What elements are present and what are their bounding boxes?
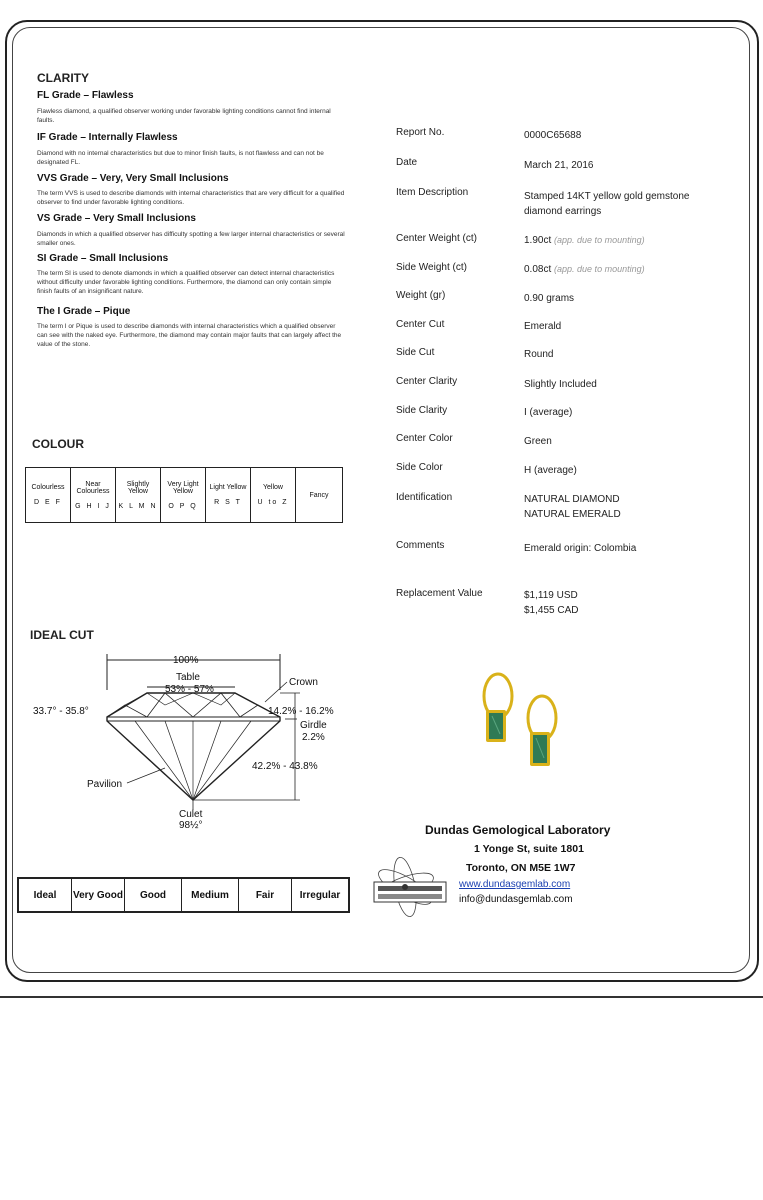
girdle-value-label: 2.2% [302, 732, 325, 743]
colour-cell [206, 468, 251, 523]
width-label: 100% [173, 655, 199, 666]
grade-i-heading: The I Grade – Pique [37, 306, 131, 317]
report-value: $1,119 USD $1,455 CAD [524, 590, 579, 616]
earrings-photo [470, 668, 580, 783]
crown-label: Crown [289, 677, 318, 688]
culet-value-label: 98½° [179, 820, 203, 831]
report-label: Comments [396, 540, 445, 551]
colour-cell [161, 468, 206, 523]
colour-cell-codes: G H I J [75, 502, 111, 510]
report-label: Identification [396, 492, 453, 503]
colour-cell-codes: D E F [34, 499, 62, 506]
report-label: Side Color [396, 462, 443, 473]
colour-cell-codes: K L M N [118, 502, 158, 510]
report-label: Side Clarity [396, 405, 448, 416]
colour-cell-codes: U to Z [257, 499, 289, 506]
grade-fl-heading: FL Grade – Flawless [37, 90, 134, 101]
report-label: Side Cut [396, 347, 435, 358]
cut-grade-cell: Ideal [18, 878, 72, 912]
report-label: Weight (gr) [396, 290, 446, 301]
colour-title: COLOUR [32, 437, 84, 451]
report-value: Emerald origin: Colombia [524, 543, 637, 554]
cut-grade-cell: Very Good [72, 878, 125, 912]
colour-cell [116, 468, 161, 523]
report-value-row [524, 262, 724, 277]
grade-if-text: Diamond with no internal characteristics but due to minor finish faults, is not flawless and can not be designated FL. [37, 150, 324, 166]
ideal-cut-title: IDEAL CUT [30, 628, 94, 642]
report-value: Green [524, 436, 552, 447]
grade-vvs-text: The term VVS is used to describe diamonds with internal characteristics that are very difficult for a qualified observer to find under favorable lighting conditions. [37, 190, 345, 206]
colour-cell-codes: O P Q [168, 502, 198, 510]
lab-email: info@dundasgemlab.com [459, 894, 573, 905]
grade-si-heading: SI Grade – Small Inclusions [37, 253, 169, 264]
grade-si-text: The term SI is used to denote diamonds in which a qualified observer can detect internal characteristics without difficulty under favorable lighting conditions. Furthermore, the diamond can only contain simple finish faults of an insignificant nature. [37, 270, 335, 295]
colour-cell-name: Colourless [31, 484, 65, 491]
cut-grade-cell: Fair [239, 878, 292, 912]
report-value: NATURAL DIAMOND NATURAL EMERALD [524, 494, 621, 520]
lab-name: Dundas Gemological Laboratory [425, 823, 611, 837]
report-value-row [524, 233, 724, 248]
colour-cell-name: Very Light Yellow [167, 480, 199, 495]
report-value: Round [524, 349, 554, 360]
report-value: 0.90 grams [524, 293, 575, 304]
report-value: Emerald [524, 321, 562, 332]
girdle-label: Girdle [300, 720, 327, 731]
colour-cell [251, 468, 296, 523]
report-value: H (average) [524, 465, 577, 476]
lab-logo-seal [370, 852, 450, 922]
cut-grade-table [17, 877, 350, 913]
cut-grade-cell: Irregular [292, 878, 350, 912]
pavilion-depth-label: 42.2% - 43.8% [252, 761, 318, 772]
report-label: Replacement Value [396, 588, 483, 599]
colour-cell [71, 468, 116, 523]
report-label: Item Description [396, 187, 469, 198]
colour-cell-name: Fancy [309, 491, 329, 499]
table-range-label: 53% - 57% [165, 684, 214, 695]
report-value: Stamped 14KT yellow gold gemstone diamond earrings [524, 191, 690, 217]
report-label: Date [396, 157, 418, 168]
report-value: 0000C65688 [524, 130, 582, 141]
colour-scale-table [25, 467, 343, 523]
report-value: March 21, 2016 [524, 160, 594, 171]
report-value: 1.90ct [524, 235, 552, 246]
report-value: Slightly Included [524, 379, 597, 390]
crown-angle-label: 33.7° - 35.8° [33, 706, 89, 717]
report-value: I (average) [524, 407, 573, 418]
page-divider [0, 996, 763, 998]
lab-website-link[interactable]: www.dundasgemlab.com [459, 879, 571, 890]
colour-cell-codes: R S T [214, 499, 242, 506]
crown-height-label: 14.2% - 16.2% [268, 706, 334, 717]
lab-address-1: 1 Yonge St, suite 1801 [474, 843, 584, 855]
colour-cell-name: Near Colourless [76, 480, 110, 495]
clarity-title: CLARITY [37, 71, 89, 85]
grade-fl-text: Flawless diamond, a qualified observer working under favorable lighting conditions cannot find internal faults. [37, 108, 331, 124]
grade-i-text: The term I or Pique is used to describe diamonds with internal characteristics which a qualified observer can see with the naked eye. Furthermore, the diamond may contain major faults that can largely affect the value of the stone. [37, 323, 342, 348]
report-note: (app. due to mounting) [554, 264, 645, 274]
cut-grade-cell: Medium [182, 878, 239, 912]
colour-cell [26, 468, 71, 523]
grade-vvs-heading: VVS Grade – Very, Very Small Inclusions [37, 173, 229, 184]
lab-address-2: Toronto, ON M5E 1W7 [466, 862, 576, 874]
culet-label: Culet [179, 809, 203, 820]
report-note: (app. due to mounting) [554, 235, 645, 245]
grade-vs-text: Diamonds in which a qualified observer has difficulty spotting a few larger internal characteristics or several smaller ones. [37, 231, 345, 247]
grade-vs-heading: VS Grade – Very Small Inclusions [37, 213, 196, 224]
colour-cell-name: Yellow [263, 484, 283, 491]
report-label: Side Weight (ct) [396, 262, 467, 273]
report-label: Report No. [396, 127, 445, 138]
pavilion-label: Pavilion [87, 779, 123, 790]
colour-cell-name: Light Yellow [209, 484, 247, 491]
colour-cell [296, 468, 343, 523]
report-value: 0.08ct [524, 264, 552, 275]
report-label: Center Color [396, 433, 453, 444]
report-label: Center Clarity [396, 376, 458, 387]
report-label: Center Cut [396, 319, 445, 330]
report-label: Center Weight (ct) [396, 233, 477, 244]
grade-if-heading: IF Grade – Internally Flawless [37, 132, 178, 143]
colour-cell-name: Slightly Yellow [126, 480, 150, 495]
table-label: Table [176, 672, 200, 683]
cut-grade-cell: Good [125, 878, 182, 912]
